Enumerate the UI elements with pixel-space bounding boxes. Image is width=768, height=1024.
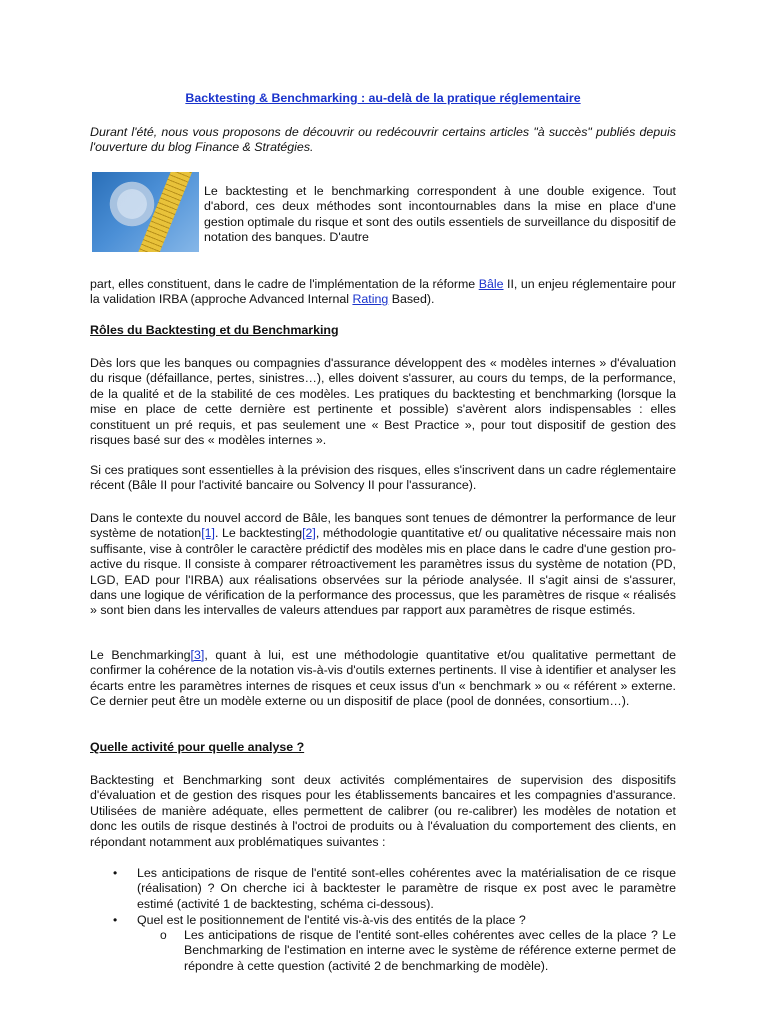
bullet-item-2: Quel est le positionnement de l'entité vis-à-vis des entités de la place ? <box>137 913 526 927</box>
p4-text-c: , méthodologie quantitative et/ ou qualitative nécessaire mais non suffisante, vise à contrôler le caractère prédictif des modèles mis en place dans le cadre d'une gestion pro-active du risque. Il consiste à comparer rétroactivement les paramètres issus du système de notation (PD, LGD, EAD pour l'IRBA) aux réalisations observées sur la période analysée. Il s'agit ainsi de s'assurer, dans une logique de vérification de la performance des processus, que les paramètres de risque « réalisés » sont bien dans les intervalles de valeurs attendues par rapport aux paramètres de risque estimés. <box>90 526 676 618</box>
p1-text-pre: part, elles constituent, dans le cadre de l'implémentation de la réforme <box>90 277 479 291</box>
paragraph-1-top: Le backtesting et le benchmarking correspondent à une double exigence. Tout d'abord, ces deux méthodes sont incontournables dans la mise en place d'une gestion optimale du risque et sont des outils essentiels de surveillance du dispositif de notation des banques. D'autre <box>204 184 676 245</box>
paragraph-5 <box>90 648 676 710</box>
paragraph-6: Backtesting et Benchmarking sont deux activités complémentaires de supervision des dispositifs d'évaluation et de gestion des risques pour les établissements bancaires et les compagnies d'assurance. Utilisées de manière adéquate, elles permettent de calibrer (ou re-calibrer) les modèles de notation et donc les outils de risque destinés à l'octroi de produits ou à l'évaluation du comportement des clients, en répondant notamment aux problématiques suivantes : <box>90 773 676 849</box>
intro-paragraph: Durant l'été, nous vous proposons de découvrir ou redécouvrir certains articles "à succès" publiés depuis l'ouverture du blog Finance & Stratégies. <box>90 125 676 155</box>
paragraph-3: Si ces pratiques sont essentielles à la prévision des risques, elles s'inscrivent dans un cadre réglementaire récent (Bâle II pour l'activité bancaire ou Solvency II pour l'assurance). <box>90 463 676 493</box>
bale-link[interactable]: Bâle <box>478 277 504 291</box>
p5-text-a: Le Benchmarking <box>90 648 191 662</box>
sub-bullet-marker-1: o <box>160 928 167 942</box>
rating-link[interactable]: Rating <box>352 292 389 307</box>
footnote-2-link[interactable]: [2] <box>302 526 316 541</box>
p1-text-mid: II, un enjeu réglementaire pour la validation IRBA (approche Advanced Internal <box>90 277 677 307</box>
heading-roles: Rôles du Backtesting et du Benchmarking <box>90 323 339 337</box>
p4-text-b: . Le backtesting <box>214 526 303 541</box>
paragraph-4 <box>90 511 676 619</box>
footnote-3-link[interactable]: [3] <box>190 648 205 662</box>
p4-text-a: Dans le contexte du nouvel accord de Bâle, les banques sont tenues de démontrer la performance de leur système de notation <box>90 511 676 541</box>
p5-text-b: , quant à lui, est une méthodologie quantitative et/ou qualitative permettant de confirmer la cohérence de la notation vis-à-vis d'outils externes pertinents. Il vise à identifier et analyser les écarts entre les paramètres internes de risques et ceux issus d'un « benchmark » ou « référent » externe. Ce dernier peut être un modèle externe ou un dispositif de place (pool de données, consortium…). <box>90 648 676 709</box>
bullet-item-1: Les anticipations de risque de l'entité sont-elles cohérentes avec la matérialisation de ce risque (réalisation) ? On cherche ici à backtester le paramètre de risque ex post avec le paramètre estimé (activité 1 de backtesting, schéma ci-dessous). <box>137 866 676 911</box>
article-title-link[interactable]: Backtesting & Benchmarking : au-delà de la pratique réglementaire <box>185 91 581 105</box>
footnote-1-link[interactable]: [1] <box>201 526 215 541</box>
article-title <box>90 91 676 106</box>
measuring-tape-image <box>92 172 199 252</box>
sub-bullet-item-1: Les anticipations de risque de l'entité sont-elles cohérentes avec celles de la place ? Le Benchmarking de l'estimation en interne avec le système de référence externe permet de répondre à cette question (activité 2 de benchmarking de modèle). <box>184 928 676 973</box>
bullet-marker-1: • <box>113 866 118 880</box>
bullet-marker-2: • <box>113 913 118 927</box>
paragraph-2: Dès lors que les banques ou compagnies d'assurance développent des « modèles internes » d'évaluation du risque (défaillance, pertes, sinistres…), elles doivent s'assurer, au cours du temps, de la performance, de la qualité et de la stabilité de ces modèles. Les pratiques du backtesting et benchmarking (lorsque la mise en place de cette dernière est pertinente et possible) s'avèrent alors indispensables : elles constituent un pré requis, et pas seulement une « Best Practice », pour tout dispositif de gestion des risques basé sur des « modèles internes ». <box>90 356 676 448</box>
p1-text-post: Based). <box>388 292 435 307</box>
heading-activity: Quelle activité pour quelle analyse ? <box>90 740 305 754</box>
paragraph-1-bottom <box>90 277 676 308</box>
